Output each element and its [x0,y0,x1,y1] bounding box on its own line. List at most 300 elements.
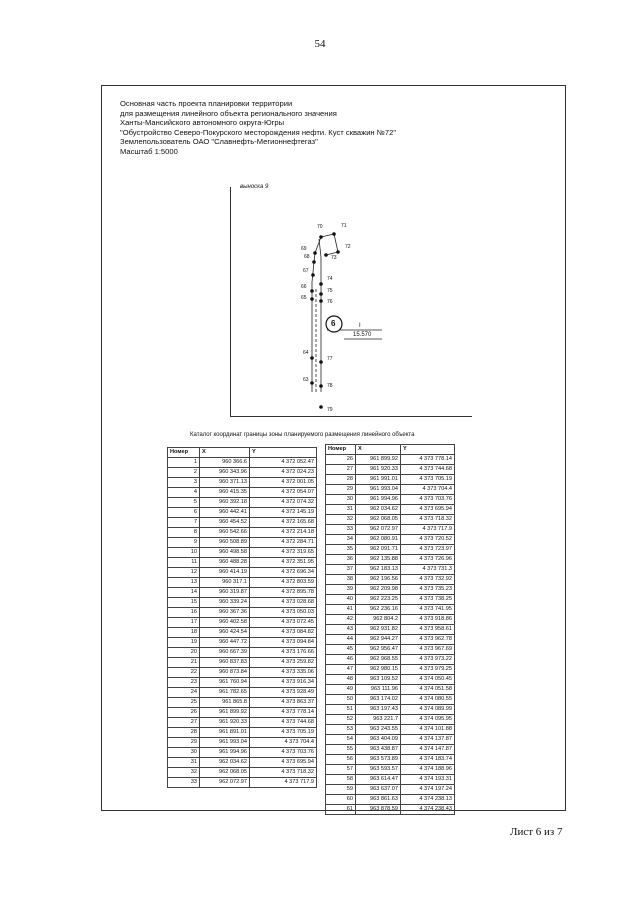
x-coordinate-cell: 962 068.05 [356,515,401,525]
x-coordinate-cell: 962 135.88 [356,555,401,565]
table-row [168,698,317,708]
boundary-point-marker [319,299,323,303]
x-coordinate-cell: 960 542.66 [200,528,250,538]
x-coordinate-cell: 961 994.96 [356,495,401,505]
table-row [326,545,455,555]
y-coordinate-cell: 4 374 238.13 [401,795,455,805]
table-row [326,585,455,595]
header-line: "Обустройство Северо-Покурского месторождения нефти. Куст скважин №72" [120,127,397,137]
table-row [168,738,317,748]
table-row [326,705,455,715]
y-coordinate-cell: 4 373 072.45 [250,618,317,628]
y-coordinate-cell: 4 374 080.55 [401,695,455,705]
table-row [168,558,317,568]
y-coordinate-cell: 4 374 188.96 [401,765,455,775]
table-row [326,525,455,535]
point-number-cell: 6 [168,508,200,518]
x-coordinate-cell: 962 209.98 [356,585,401,595]
x-coordinate-cell: 963 197.43 [356,705,401,715]
point-number-cell: 32 [168,768,200,778]
table-row [326,495,455,505]
y-coordinate-cell: 4 374 050.45 [401,675,455,685]
point-number-cell: 57 [326,765,356,775]
y-coordinate-cell: 4 374 137.87 [401,735,455,745]
table-row [168,498,317,508]
boundary-point-marker [324,253,328,257]
point-number-cell: 54 [326,735,356,745]
y-coordinate-cell: 4 373 718.32 [401,515,455,525]
point-number-cell: 47 [326,665,356,675]
y-coordinate-cell: 4 373 744.68 [401,465,455,475]
boundary-point-marker [313,251,317,255]
point-number-cell: 50 [326,695,356,705]
column-header-number: Номер [168,448,200,458]
section-length: 15.570 [353,332,372,338]
x-coordinate-cell: 961 899.92 [356,455,401,465]
point-number-cell: 33 [326,525,356,535]
point-number-cell: 33 [168,778,200,788]
y-coordinate-cell: 4 373 703.76 [401,495,455,505]
y-coordinate-cell: 4 373 979.25 [401,665,455,675]
y-coordinate-cell: 4 373 723.97 [401,545,455,555]
boundary-point-label: 65 [301,295,307,301]
y-coordinate-cell: 4 372 351.95 [250,558,317,568]
x-coordinate-cell: 963 861.63 [356,795,401,805]
boundary-point-label: 63 [303,377,309,383]
boundary-point-label: 67 [303,268,309,274]
table-row [326,745,455,755]
x-coordinate-cell: 962 980.15 [356,665,401,675]
table-row [326,565,455,575]
scheme-label: выноска 9 [240,184,269,190]
x-coordinate-cell: 961 891.01 [200,728,250,738]
point-number-cell: 18 [168,628,200,638]
x-coordinate-cell: 961 920.33 [356,465,401,475]
y-coordinate-cell: 4 373 695.94 [250,758,317,768]
x-coordinate-cell: 962 944.27 [356,635,401,645]
x-coordinate-cell: 960 343.96 [200,468,250,478]
point-number-cell: 19 [168,638,200,648]
y-coordinate-cell: 4 373 028.68 [250,598,317,608]
y-coordinate-cell: 4 373 916.34 [250,678,317,688]
table-row [326,725,455,735]
x-coordinate-cell: 962 931.82 [356,625,401,635]
table-row [326,655,455,665]
y-coordinate-cell: 4 373 718.32 [250,768,317,778]
point-number-cell: 21 [168,658,200,668]
y-coordinate-cell: 4 374 197.24 [401,785,455,795]
boundary-point-marker [332,232,336,236]
y-coordinate-cell: 4 373 094.84 [250,638,317,648]
x-coordinate-cell: 961 920.33 [200,718,250,728]
point-number-cell: 34 [326,535,356,545]
y-coordinate-cell: 4 372 214.18 [250,528,317,538]
table-row [168,618,317,628]
point-number-cell: 56 [326,755,356,765]
document-frame [101,85,566,811]
y-coordinate-cell: 4 373 717.9 [401,525,455,535]
y-coordinate-cell: 4 372 054.07 [250,488,317,498]
table-row [326,635,455,645]
point-number-cell: 25 [168,698,200,708]
column-header-y: Y [250,448,317,458]
point-number-cell: 13 [168,578,200,588]
section-number: 6 [331,319,336,328]
boundary-point-label: 75 [327,288,333,294]
y-coordinate-cell: 4 372 803.59 [250,578,317,588]
header-line: Ханты-Мансийского автономного округа-Югры [120,118,285,128]
y-coordinate-cell: 4 372 074.32 [250,498,317,508]
boundary-point-label: 70 [317,224,323,230]
point-number-cell: 5 [168,498,200,508]
x-coordinate-cell: 962 956.47 [356,645,401,655]
table-row [168,768,317,778]
y-coordinate-cell: 4 372 319.65 [250,548,317,558]
point-number-cell: 60 [326,795,356,805]
table-row [326,595,455,605]
x-coordinate-cell: 962 034.62 [200,758,250,768]
boundary-point-marker [312,260,316,264]
x-coordinate-cell: 962 072.97 [356,525,401,535]
point-number-cell: 36 [326,555,356,565]
boundary-point-label: 68 [304,254,310,260]
table-row [326,795,455,805]
point-number-cell: 1 [168,458,200,468]
y-coordinate-cell: 4 373 704.4 [401,485,455,495]
x-coordinate-cell: 963 573.89 [356,755,401,765]
point-number-cell: 11 [168,558,200,568]
table-row [326,695,455,705]
point-number-cell: 61 [326,805,356,815]
x-coordinate-cell: 960 873.84 [200,668,250,678]
y-coordinate-cell: 4 374 051.58 [401,685,455,695]
x-coordinate-cell: 961 993.04 [356,485,401,495]
boundary-point-marker [310,356,314,360]
boundary-point-marker [319,292,323,296]
x-coordinate-cell: 963 438.87 [356,745,401,755]
table-row [326,755,455,765]
boundary-point-marker [319,405,323,409]
boundary-point-label: 66 [301,284,307,290]
column-header-x: X [356,445,401,455]
boundary-point-marker [310,381,314,385]
table-row [326,645,455,655]
point-number-cell: 45 [326,645,356,655]
y-coordinate-cell: 4 374 238.43 [401,805,455,815]
point-number-cell: 59 [326,785,356,795]
table-row [168,488,317,498]
table-row [168,658,317,668]
point-number-cell: 29 [168,738,200,748]
point-number-cell: 32 [326,515,356,525]
x-coordinate-cell: 963 404.09 [356,735,401,745]
point-number-cell: 48 [326,675,356,685]
y-coordinate-cell: 4 372 001.05 [250,478,317,488]
point-number-cell: 55 [326,745,356,755]
point-number-cell: 31 [168,758,200,768]
catalog-title: Каталог координат границы зоны планируемого размещения линейного объекта [190,432,415,438]
boundary-point-marker [319,360,323,364]
point-number-cell: 16 [168,608,200,618]
y-coordinate-cell: 4 373 732.92 [401,575,455,585]
boundary-point-label: 79 [327,407,333,413]
table-row [168,578,317,588]
point-number-cell: 4 [168,488,200,498]
x-coordinate-cell: 960 488.28 [200,558,250,568]
x-coordinate-cell: 960 367.36 [200,608,250,618]
point-number-cell: 30 [168,748,200,758]
table-row [326,785,455,795]
y-coordinate-cell: 4 373 778.14 [250,708,317,718]
table-row [168,468,317,478]
point-number-cell: 15 [168,598,200,608]
point-number-cell: 31 [326,505,356,515]
table-row [168,758,317,768]
point-number-cell: 38 [326,575,356,585]
point-number-cell: 39 [326,585,356,595]
y-coordinate-cell: 4 373 084.82 [250,628,317,638]
boundary-point-marker [311,273,315,277]
x-coordinate-cell: 960 508.89 [200,538,250,548]
column-header-number: Номер [326,445,356,455]
x-coordinate-cell: 960 415.35 [200,488,250,498]
boundary-point-label: 76 [327,299,333,305]
table-row [168,548,317,558]
y-coordinate-cell: 4 373 050.03 [250,608,317,618]
table-row [168,638,317,648]
y-coordinate-cell: 4 373 735.23 [401,585,455,595]
table-row [326,465,455,475]
point-number-cell: 9 [168,538,200,548]
table-row [326,535,455,545]
header-line: для размещения линейного объекта регионального значения [120,108,337,118]
point-number-cell: 40 [326,595,356,605]
x-coordinate-cell: 960 667.39 [200,648,250,658]
coordinates-table-right [325,444,455,815]
point-number-cell: 26 [326,455,356,465]
x-coordinate-cell: 960 837.83 [200,658,250,668]
table-row [326,555,455,565]
point-number-cell: 26 [168,708,200,718]
point-number-cell: 43 [326,625,356,635]
y-coordinate-cell: 4 373 703.76 [250,748,317,758]
table-row [326,575,455,585]
table-row [326,775,455,785]
table-row [326,515,455,525]
table-row [168,718,317,728]
x-coordinate-cell: 960 319.87 [200,588,250,598]
table-row [326,455,455,465]
x-coordinate-cell: 962 196.56 [356,575,401,585]
table-row [168,708,317,718]
point-number-cell: 46 [326,655,356,665]
point-number-cell: 51 [326,705,356,715]
x-coordinate-cell: 961 865.8 [200,698,250,708]
boundary-point-marker [310,289,314,293]
x-coordinate-cell: 962 091.71 [356,545,401,555]
point-number-cell: 37 [326,565,356,575]
y-coordinate-cell: 4 372 284.71 [250,538,317,548]
x-coordinate-cell: 962 236.16 [356,605,401,615]
x-coordinate-cell: 962 072.97 [200,778,250,788]
table-row [326,805,455,815]
point-number-cell: 23 [168,678,200,688]
scheme-drawing [231,187,472,416]
x-coordinate-cell: 960 371.13 [200,478,250,488]
sheet-footer: Лист 6 из 7 [510,826,563,838]
x-coordinate-cell: 962 068.05 [200,768,250,778]
point-number-cell: 53 [326,725,356,735]
x-coordinate-cell: 960 366.6 [200,458,250,468]
table-row [168,508,317,518]
x-coordinate-cell: 963 174.02 [356,695,401,705]
y-coordinate-cell: 4 374 183.74 [401,755,455,765]
boundary-point-label: 77 [327,356,333,362]
x-coordinate-cell: 961 991.01 [356,475,401,485]
scale-label: Масштаб 1:5000 [120,146,178,156]
point-number-cell: 17 [168,618,200,628]
boundary-point-label: 64 [303,350,309,356]
y-coordinate-cell: 4 373 863.37 [250,698,317,708]
table-row [326,485,455,495]
table-row [326,505,455,515]
table-row [168,728,317,738]
point-number-cell: 29 [326,485,356,495]
point-number-cell: 35 [326,545,356,555]
y-coordinate-cell: 4 374 095.95 [401,715,455,725]
x-coordinate-cell: 963 109.52 [356,675,401,685]
boundary-point-marker [319,235,323,239]
boundary-point-marker [336,250,340,254]
y-coordinate-cell: 4 372 895.78 [250,588,317,598]
header-line: Основная часть проекта планировки территории [120,99,293,108]
point-number-cell: 28 [326,475,356,485]
y-coordinate-cell: 4 373 744.68 [250,718,317,728]
boundary-point-marker [319,282,323,286]
table-row [168,648,317,658]
table-row [326,715,455,725]
x-coordinate-cell: 963 243.55 [356,725,401,735]
table-row [168,668,317,678]
table-row [326,625,455,635]
table-row [326,615,455,625]
y-coordinate-cell: 4 373 705.19 [401,475,455,485]
y-coordinate-cell: 4 373 738.25 [401,595,455,605]
table-row [168,678,317,688]
y-coordinate-cell: 4 372 052.47 [250,458,317,468]
x-coordinate-cell: 960 424.54 [200,628,250,638]
x-coordinate-cell: 961 760.94 [200,678,250,688]
x-coordinate-cell: 963 111.96 [356,685,401,695]
x-coordinate-cell: 961 782.65 [200,688,250,698]
x-coordinate-cell: 961 994.96 [200,748,250,758]
y-coordinate-cell: 4 372 145.19 [250,508,317,518]
document-header [120,99,560,157]
point-number-cell: 10 [168,548,200,558]
table-row [326,475,455,485]
y-coordinate-cell: 4 373 335.06 [250,668,317,678]
scheme-diagram [230,184,472,417]
x-coordinate-cell: 962 968.55 [356,655,401,665]
x-coordinate-cell: 960 317.1 [200,578,250,588]
y-coordinate-cell: 4 373 778.14 [401,455,455,465]
table-row [326,735,455,745]
point-number-cell: 2 [168,468,200,478]
y-coordinate-cell: 4 374 193.31 [401,775,455,785]
y-coordinate-cell: 4 372 165.68 [250,518,317,528]
x-coordinate-cell: 961 899.92 [200,708,250,718]
boundary-point-marker [319,384,323,388]
table-row [326,665,455,675]
table-row [168,628,317,638]
point-number-cell: 22 [168,668,200,678]
x-coordinate-cell: 960 447.72 [200,638,250,648]
y-coordinate-cell: 4 373 720.52 [401,535,455,545]
point-number-cell: 58 [326,775,356,785]
point-number-cell: 30 [326,495,356,505]
y-coordinate-cell: 4 373 741.95 [401,605,455,615]
point-number-cell: 28 [168,728,200,738]
x-coordinate-cell: 960 402.58 [200,618,250,628]
y-coordinate-cell: 4 373 726.96 [401,555,455,565]
boundary-point-marker [310,297,314,301]
table-row [168,748,317,758]
x-coordinate-cell: 963 593.57 [356,765,401,775]
point-number-cell: 8 [168,528,200,538]
point-number-cell: 27 [326,465,356,475]
y-coordinate-cell: 4 374 089.99 [401,705,455,715]
y-coordinate-cell: 4 373 705.19 [250,728,317,738]
table-row [168,608,317,618]
x-coordinate-cell: 962 804.2 [356,615,401,625]
scheme-point-labels [301,223,351,413]
table-row [168,778,317,788]
x-coordinate-cell: 960 498.58 [200,548,250,558]
point-number-cell: 24 [168,688,200,698]
y-coordinate-cell: 4 373 918.86 [401,615,455,625]
table-row [326,685,455,695]
point-number-cell: 7 [168,518,200,528]
y-coordinate-cell: 4 374 101.88 [401,725,455,735]
boundary-point-label: 73 [331,255,337,261]
point-number-cell: 41 [326,605,356,615]
table-row [326,675,455,685]
coordinates-table-left [167,447,317,788]
column-header-y: Y [401,445,455,455]
x-coordinate-cell: 960 442.41 [200,508,250,518]
x-coordinate-cell: 961 993.04 [200,738,250,748]
table-row [168,478,317,488]
page-number: 54 [314,38,326,50]
y-coordinate-cell: 4 373 731.3 [401,565,455,575]
point-number-cell: 27 [168,718,200,728]
y-coordinate-cell: 4 373 958.61 [401,625,455,635]
table-row [168,538,317,548]
table-row [326,605,455,615]
table-row [168,688,317,698]
x-coordinate-cell: 963 221.7 [356,715,401,725]
x-coordinate-cell: 962 223.25 [356,595,401,605]
x-coordinate-cell: 960 454.52 [200,518,250,528]
y-coordinate-cell: 4 374 147.87 [401,745,455,755]
y-coordinate-cell: 4 373 176.66 [250,648,317,658]
point-number-cell: 49 [326,685,356,695]
table-row [326,765,455,775]
table-row [168,518,317,528]
y-coordinate-cell: 4 372 696.34 [250,568,317,578]
table-row [168,598,317,608]
y-coordinate-cell: 4 373 973.22 [401,655,455,665]
